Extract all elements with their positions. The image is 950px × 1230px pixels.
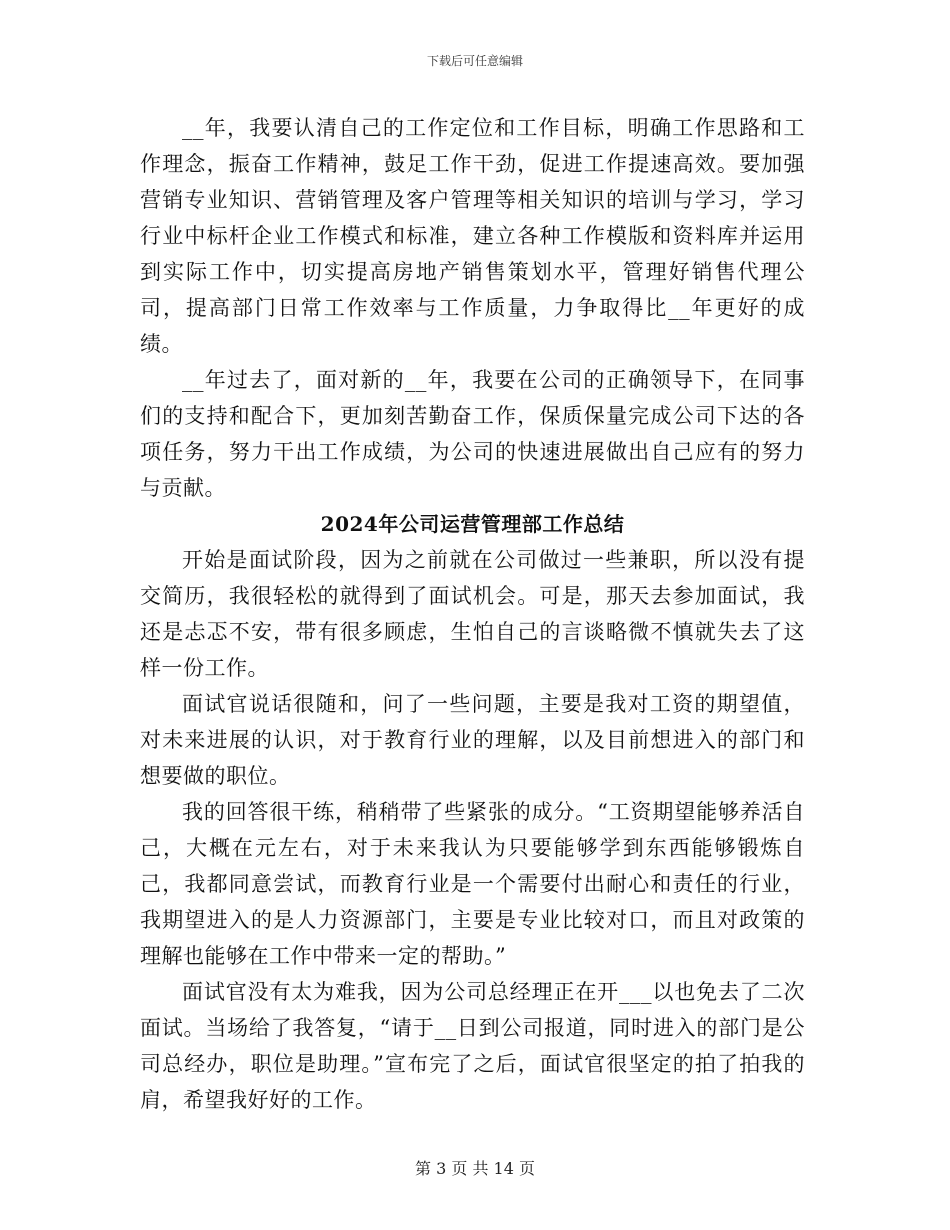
paragraph-interview-result: 面试官没有太为难我，因为公司总经理正在开___以也免去了二次面试。当场给了我答复，“请于__日到公司报道，同时进入的部门是公司总经办，职位是助理。”宣布完了之后，面试官很坚定的拍了拍我的肩，希望我好好的工作。	[140, 980, 805, 1112]
page-header-note: 下载后可任意编辑	[426, 54, 523, 68]
paragraph-goals: __年，我要认清自己的工作定位和工作目标，明确工作思路和工作理念，振奋工作精神，鼓足工作干劲，促进工作提速高效。要加强营销专业知识、营销管理及客户管理等相关知识的培训与学习，学习行业中标杆企业工作模式和标准，建立各种工作模版和资料库并运用到实际工作中，切实提高房地产销售策划水平，管理好销售代理公司，提高部门日常工作效率与工作质量，力争取得比__年更好的成绩。	[140, 116, 805, 356]
page-number: 第 3 页 共 14 页	[415, 1159, 535, 1178]
paragraph-my-answer: 我的回答很干练，稍稍带了些紧张的成分。“工资期望能够养活自己，大概在元左右，对于未来我认为只要能够学到东西能够锻炼自己，我都同意尝试，而教育行业是一个需要付出耐心和责任的行业，我期望进入的是人力资源部门，主要是专业比较对口，而且对政策的理解也能够在工作中带来一定的帮助。”	[140, 800, 805, 968]
paragraph-interview-stage: 开始是面试阶段，因为之前就在公司做过一些兼职，所以没有提交简历，我很轻松的就得到了面试机会。可是，那天去参加面试，我还是忐忑不安，带有很多顾虑，生怕自己的言谈略微不慎就失去了这样一份工作。	[140, 548, 805, 680]
paragraph-outlook: __年过去了，面对新的__年，我要在公司的正确领导下，在同事们的支持和配合下，更加刻苦勤奋工作，保质保量完成公司下达的各项任务，努力干出工作成绩，为公司的快速进展做出自己应有的努力与贡献。	[140, 368, 805, 500]
section-title: 2024年公司运营管理部工作总结	[320, 512, 625, 536]
paragraph-interviewer-questions: 面试官说话很随和，问了一些问题，主要是我对工资的期望值，对未来进展的认识，对于教育行业的理解，以及目前想进入的部门和想要做的职位。	[140, 692, 805, 788]
document-body	[140, 110, 805, 1118]
